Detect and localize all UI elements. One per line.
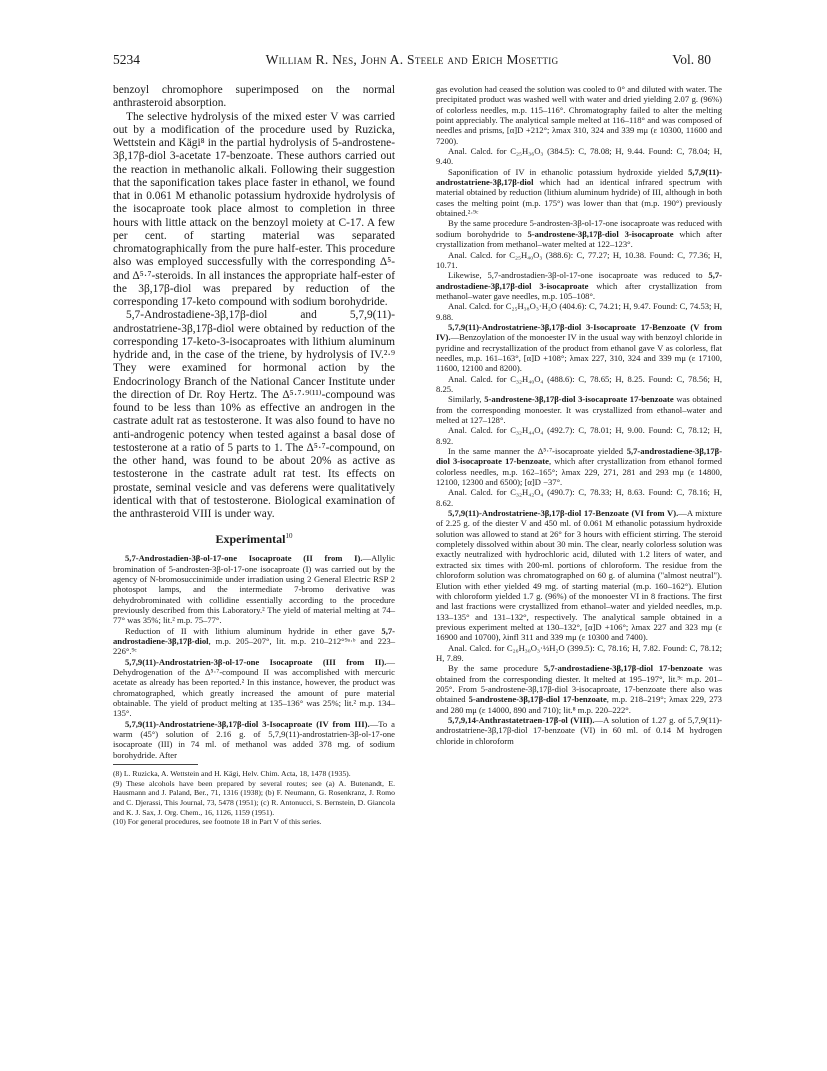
paragraph-body: was obtained from the corresponding monoester. It was crystallized from ethanol–water and melted at 127–128°. — [436, 394, 722, 425]
experimental-paragraph — [436, 446, 722, 487]
footnote: (9) These alcohols have been prepared by several routes; see (a) A. Butenandt, E. Hausmann and J. Paland, Ber., 71, 1316 (1938); (b) F. Neumann, G. Rosenkranz, J. Romo and C. Djerassi, This Journal, 73, 5478 (1951); (c) R. Antonucci, S. Bernstein, D. Giancola and K. J. Sax, J. Org. Chem., 16, 1126, 1159 (1951). — [113, 778, 395, 817]
paragraph: 5,7-Androstadiene-3β,17β-diol and 5,7,9(11)-androstatriene-3β,17β-diol were obtained by reduction of the corresponding 17-keto-3-isocaproates with lithium aluminum hydride and, in the case of the triene, by hydrolysis of IV.²·⁹ They were examined for hormonal action by the Endocrinology Branch of the National Cancer Institute under the direction of Dr. Roy Hertz. The Δ⁵·⁷·⁹⁽¹¹⁾-compound was found to be less than 10% as effective an androgen in the castrate adult rat as testosterone. It was also found to have no anti-androgenic potency when tested against a basal dose of testosterone at a ratio of 5 parts to 1. The Δ⁵·⁷-compound, on the other hand, was found to be about 20% as active as testosterone in the castrate adult rat test. Its effects on prostate, seminal vesicle and vas deferens were qualitatively identical with that of testosterone. Biological examination of the anthrasteroid VIII is under way. — [113, 309, 395, 520]
section-heading — [113, 529, 395, 547]
experimental-paragraph — [436, 508, 722, 642]
experimental-paragraph — [436, 218, 722, 249]
footnote: (10) For general procedures, see footnote 18 in Part V of this series. — [113, 817, 322, 827]
paragraph-body: —A solution of 1.27 g. of 5,7,9(11)-androstatriene-3β,17β-diol 17-benzoate (VI) in 60 ml. of 0.14 M hydrogen chloride in chloroform — [436, 714, 722, 746]
experimental-paragraph — [113, 657, 395, 719]
paragraph-body: —Allylic bromination of 5-androsten-3β-ol-17-one isocaproate (I) was carried out by the agency of N-bromosuccinimide under irradiation using 2 General Electric RSP 2 photospot lamps, and the intermediate 7-bromo derivative was dehydrobrominated with collidine essentially according to the procedure previously described from this Laboratory.² The yield of material melting at 74–77° was 35%; lit.² m.p. 75–77°. — [113, 553, 395, 626]
compound-name: 5,7,9(11)-androstatriene-3β,17β-diol — [436, 166, 722, 188]
compound-heading: 5,7-Androstadien-3β-ol-17-one Isocaproate (II from I). — [125, 553, 363, 564]
analysis-paragraph: Anal. Calcd. for C₂₅H₄₀O₃ (388.6): C, 77.27; H, 10.38. Found: C, 77.36; H, 10.71. — [436, 249, 722, 270]
analysis-paragraph: Anal. Calcd. for C₂₅H₃₆O₃ (384.5): C, 78.08; H, 9.44. Found: C, 78.04; H, 9.40. — [436, 146, 722, 167]
compound-name: 5,7-androstadiene-3β,17β-diol 3-isocaproate — [436, 270, 722, 291]
left-column — [113, 84, 395, 827]
page-number: 5234 — [113, 52, 140, 67]
paragraph-body: Similarly, — [448, 394, 485, 405]
experimental-paragraph — [436, 715, 722, 746]
analysis-paragraph: Anal. Calcd. for C₃₂H₄₄O₄ (492.7): C, 78.01; H, 9.00. Found: C, 78.12; H, 8.92. — [436, 425, 722, 446]
paragraph-body: In the same manner the Δ⁵·⁷-isocaproate yielded — [448, 446, 627, 457]
analysis-paragraph: Anal. Calcd. for C₂₅H₃₈O₃·H₂O (404.6): C, 74.21; H, 9.47. Found: C, 74.53; H, 9.88. — [436, 301, 722, 322]
running-authors: William R. Nes, John A. Steele and Erich Mosettig — [265, 52, 559, 67]
section-title: Experimental — [215, 532, 286, 547]
paragraph-body: —To a warm (45°) solution of 2.16 g. of 5,7,9(11)-androstatrien-3β-ol-17-one isocaproate (III) in 74 ml. of methanol was added 378 mg. of sodium borohydride. After — [113, 718, 395, 760]
paragraph-body: —Benzoylation of the monoester IV in the usual way with benzoyl chloride in pyridine and recrystallization of the product from ethanol gave V as colorless, flat needles, m.p. 161–163°, [α]D +108°; λmax 227, 310, 324 and 339 mμ (ε 17100, 11600, 12100 and 8200). — [436, 332, 722, 374]
experimental-paragraph — [113, 553, 395, 625]
compound-name: 5-androstene-3β,17β-diol 3-isocaproate 17-benzoate — [484, 394, 674, 405]
analysis-paragraph: Anal. Calcd. for C₃₂H₄₀O₄ (488.6): C, 78.65; H, 8.25. Found: C, 78.56; H, 8.25. — [436, 373, 722, 394]
section-footnote-ref: 10 — [285, 532, 293, 541]
compound-name: 5,7-androstadiene-3β,17β-diol 17-benzoate — [543, 663, 703, 674]
right-column — [436, 84, 722, 746]
paragraph-body: By the same procedure — [448, 663, 544, 674]
footnote: (8) L. Ruzicka, A. Wettstein and H. Kägi, Helv. Chim. Acta, 18, 1478 (1935). — [113, 769, 351, 779]
paragraph-body: By the same procedure 5-androsten-3β-ol-17-one isocaproate was reduced with sodium borohydride to — [436, 218, 722, 239]
experimental-paragraph — [436, 270, 722, 301]
analysis-paragraph: Anal. Calcd. for C₂₆H₃₀O₃·½H₂O (399.5): C, 78.16; H, 7.82. Found: C, 78.12; H, 7.89. — [436, 642, 722, 663]
paragraph-body: —Dehydrogenation of the Δ⁵·⁷-compound II was accomplished with mercuric acetate as already has been reported.² In this instance, however, the product was chromatographed, which greatly increased the amount of pure material obtainable. The yield of product melting at 135–136° was 25%; lit.² m.p. 134–135°. — [113, 656, 395, 719]
paragraph-body: Likewise, 5,7-androstadien-3β-ol-17-one isocaproate was reduced to — [448, 270, 709, 281]
compound-heading: 5,7,9(11)-Androstatriene-3β,17β-diol 17-Benzoate (VI from V). — [448, 508, 679, 519]
paragraph: benzoyl chromophore superimposed on the normal anthrasteroid absorption. — [113, 84, 395, 110]
paragraph-body: which after crystallization from methanol–water gave needles, m.p. 105–108°. — [436, 280, 722, 301]
paragraph-body: which had an identical infrared spectrum with material obtained by reduction (lithium aluminum hydride) of III, although in both cases the melting point (m.p. 175°) was lower than that (m.p. 190°) previously obtained.²·⁹ᶜ — [436, 177, 722, 219]
volume-label: Vol. 80 — [672, 52, 711, 67]
paragraph-body: which after crystallization from methanol–water melted at 122–123°. — [436, 228, 722, 250]
experimental-paragraph — [113, 719, 395, 760]
experimental-paragraph — [436, 322, 722, 374]
compound-heading: 5,7,9(11)-Androstatriene-3β,17β-diol 3-Isocaproate (IV from III). — [125, 718, 370, 729]
analysis-paragraph: Anal. Calcd. for C₃₂H₄₂O₄ (490.7): C, 78.33; H, 8.63. Found: C, 78.16; H, 8.62. — [436, 487, 722, 508]
compound-heading: 5,7,9(11)-Androstatrien-3β-ol-17-one Isocaproate (III from II). — [125, 656, 387, 667]
paragraph-body: Reduction of II with lithium aluminum hydride in ether gave — [125, 625, 382, 636]
compound-heading: 5,7,9(11)-Androstatriene-3β,17β-diol 3-Isocaproate 17-Benzoate (V from IV). — [436, 321, 722, 343]
paragraph-body: , m.p. 218–219°; λmax 229, 273 and 280 mμ (ε 14000, 890 and 710); lit.⁸ m.p. 220–222°. — [436, 694, 722, 715]
experimental-paragraph — [113, 626, 395, 657]
paragraph-body: was obtained from the corresponding diester. It melted at 195–197°, lit.⁹ᶜ m.p. 201–205°. From 5-androstene-3β,17β-diol 3-isocaproate, 17-benzoate there also was obtained — [436, 663, 722, 705]
experimental-paragraph — [436, 167, 722, 219]
experimental-paragraph — [436, 663, 722, 715]
paragraph-body: —A mixture of 2.25 g. of the diester V and 450 ml. of 0.061 M ethanolic potassium hydroxide solution was allowed to stand at 26° for 3 hours with efficient stirring. The steroid completely dissolved within about 30 min. The clear, nearly colorless solution was exactly neutralized with hydrochloric acid, diluted with 1.2 liters of water, and extracted six times with 200-ml. portions of chloroform. The residue from the chloroform solution was chromatographed on 60 g. of alumina ("almost neutral"). Elution with ether yielded 49 mg. of starting material (m.p. 160–162°). Elution with chloroform yielded 1.7 g. (96%) of the monoester VI in 8 fractions. The first and last fractions were crystallized from ethanol–water and yielded needles, m.p. 133–135° and 131–132°, respectively. The analytical sample obtained in a previous experiment melted at 130–132°, [α]D +106°; λmax 227 and 323 mμ (ε 16900 and 10700), λinfl 311 and 339 mμ (ε 10300 and 7400). — [436, 508, 722, 643]
paragraph: The selective hydrolysis of the mixed ester V was carried out by a modification of the procedure used by Ruzicka, Wettstein and Kägi⁸ in the partial hydrolysis of 5-androstene-3β,17β-diol 3-acetate 17-benzoate. These authors carried out the reaction in methanolic alkali. Following their suggestion that the saponification takes place faster in ethanol, we found that in 0.061 M ethanolic potassium hydroxide hydrolysis of the isocaproate took place almost to completion in three hours with little attack on the benzoyl moiety at C-17. A few per cent. of starting material was separated chromatographically from the pure half-ester. This procedure also was employed successfully with the corresponding Δ⁵- and Δ⁵·⁷-steroids. In all instances the appropriate half-ester of the 3β,17β-diol was prepared by reduction of the corresponding 17-keto compound with sodium borohydride. — [113, 110, 395, 308]
running-header — [113, 52, 711, 72]
compound-heading: 5,7,9,14-Anthrastatetraen-17β-ol (VIII). — [448, 714, 595, 725]
experimental-paragraph: gas evolution had ceased the solution was cooled to 0° and diluted with water. The precipitated product was washed well with water and dried yielding 2.07 g. (96%) of colorless needles, m.p. 115–116°. Chromatography failed to alter the melting point appreciably. The analytical sample melted at 116–118° and was composed of needles and prisms, [α]D +212°; λmax 310, 324 and 339 mμ (ε 10300, 11600 and 7200). — [436, 84, 722, 146]
compound-name: 5,7-androstadiene-3β,17β-diol — [113, 625, 395, 646]
paragraph-body: , which after crystallization from ethanol formed colorless needles, m.p. 162–165°; λmax 229, 271, 281 and 293 mμ (ε 14800, 12100, 12300 and 6500); [α]D −37°. — [436, 456, 722, 488]
paragraph-body: Saponification of IV in ethanolic potassium hydroxide yielded — [448, 166, 689, 177]
footnote-divider — [113, 764, 198, 765]
compound-name: 5-androstene-3β,17β-diol 3-isocaproate — [527, 228, 674, 239]
compound-name: 5,7-androstadiene-3β,17β-diol 3-isocaproate 17-benzoate — [436, 446, 722, 467]
paragraph-body: , m.p. 205–207°, lit. m.p. 210–212°⁹ᵃ·ᵇ and 223–226°.⁹ᶜ — [113, 636, 395, 657]
compound-name: 5-androstene-3β,17β-diol 17-benzoate — [468, 694, 607, 705]
experimental-paragraph — [436, 394, 722, 425]
